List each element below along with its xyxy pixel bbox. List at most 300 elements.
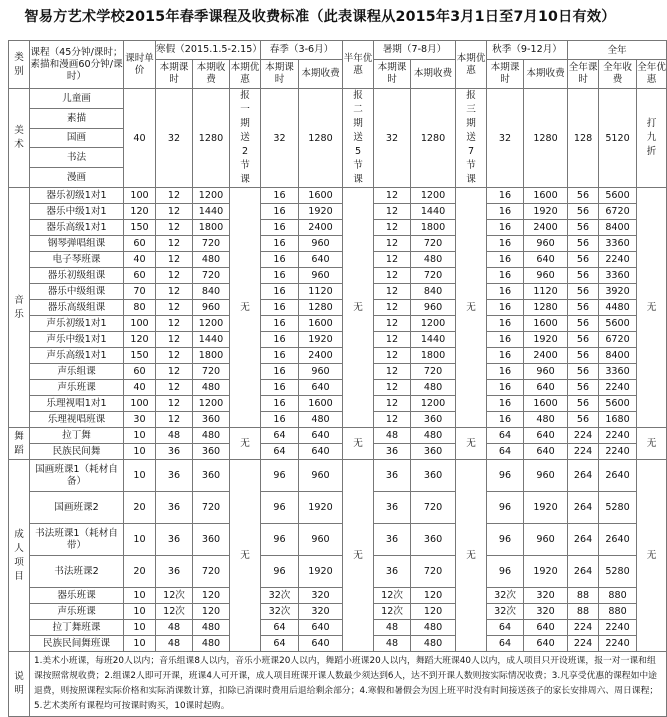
unit-price: 30 xyxy=(124,412,156,428)
adult-row xyxy=(9,588,667,604)
spring-fee: 1600 xyxy=(299,396,343,412)
summer-fee: 720 xyxy=(411,236,456,252)
header-autumn-hours: 本期课时 xyxy=(487,60,524,89)
header-half-year-discount: 半年优惠 xyxy=(343,41,374,89)
annual-fee: 2640 xyxy=(599,524,637,556)
winter-hours: 48 xyxy=(156,620,193,636)
summer-fee: 720 xyxy=(411,492,456,524)
winter-hours: 12 xyxy=(156,396,193,412)
summer-fee: 1200 xyxy=(411,316,456,332)
summer-fee: 480 xyxy=(411,636,456,652)
fee-table xyxy=(8,40,667,717)
spring-hours: 16 xyxy=(261,396,299,412)
annual-fee: 3360 xyxy=(599,364,637,380)
spring-hours: 64 xyxy=(261,620,299,636)
course-name: 声乐初级1对1 xyxy=(30,316,124,332)
spring-fee: 960 xyxy=(299,460,343,492)
summer-hours: 36 xyxy=(374,556,411,588)
music-summer-discount: 无 xyxy=(456,188,487,428)
summer-fee: 1440 xyxy=(411,204,456,220)
winter-fee: 480 xyxy=(193,252,230,268)
summer-hours: 48 xyxy=(374,428,411,444)
course-name: 器乐高级1对1 xyxy=(30,220,124,236)
annual-hours: 56 xyxy=(568,380,599,396)
winter-hours: 12 xyxy=(156,204,193,220)
spring-fee: 640 xyxy=(299,380,343,396)
annual-fee: 2240 xyxy=(599,620,637,636)
winter-hours: 12 xyxy=(156,220,193,236)
winter-hours: 12 xyxy=(156,364,193,380)
summer-hours: 12 xyxy=(374,284,411,300)
unit-price: 60 xyxy=(124,268,156,284)
music-row xyxy=(9,188,667,204)
summer-hours: 12 xyxy=(374,268,411,284)
summer-fee: 360 xyxy=(411,444,456,460)
music-row xyxy=(9,364,667,380)
spring-fee: 960 xyxy=(299,236,343,252)
header-winter-hours: 本期课时 xyxy=(156,60,193,89)
winter-hours: 12次 xyxy=(156,588,193,604)
autumn-hours: 16 xyxy=(487,332,524,348)
annual-fee: 2240 xyxy=(599,428,637,444)
spring-fee: 320 xyxy=(299,588,343,604)
course-name: 乐理视唱1对1 xyxy=(30,396,124,412)
winter-fee: 1200 xyxy=(193,316,230,332)
autumn-fee: 640 xyxy=(524,444,568,460)
header-winter-fee: 本期收费 xyxy=(193,60,230,89)
dance-annual-discount: 无 xyxy=(637,428,667,460)
art-winter-discount: 报一期送2节课 xyxy=(230,89,261,188)
spring-fee: 960 xyxy=(299,364,343,380)
spring-fee: 640 xyxy=(299,444,343,460)
autumn-hours: 32次 xyxy=(487,604,524,620)
annual-hours: 264 xyxy=(568,460,599,492)
unit-price: 40 xyxy=(124,252,156,268)
winter-fee: 840 xyxy=(193,284,230,300)
winter-fee: 960 xyxy=(193,300,230,316)
autumn-fee: 960 xyxy=(524,268,568,284)
winter-hours: 36 xyxy=(156,460,193,492)
winter-fee: 1440 xyxy=(193,204,230,220)
unit-price: 80 xyxy=(124,300,156,316)
autumn-hours: 16 xyxy=(487,204,524,220)
spring-hours: 16 xyxy=(261,380,299,396)
unit-price: 150 xyxy=(124,348,156,364)
annual-hours: 224 xyxy=(568,636,599,652)
annual-hours: 56 xyxy=(568,220,599,236)
autumn-hours: 16 xyxy=(487,300,524,316)
winter-fee: 720 xyxy=(193,556,230,588)
summer-fee: 480 xyxy=(411,620,456,636)
adult-row xyxy=(9,492,667,524)
unit-price: 10 xyxy=(124,620,156,636)
winter-fee: 360 xyxy=(193,524,230,556)
summer-fee: 1800 xyxy=(411,220,456,236)
course-name: 漫画 xyxy=(30,168,124,188)
annual-hours: 56 xyxy=(568,252,599,268)
summer-hours: 36 xyxy=(374,524,411,556)
annual-hours: 88 xyxy=(568,588,599,604)
annual-hours: 264 xyxy=(568,524,599,556)
course-name: 乐理视唱班课 xyxy=(30,412,124,428)
adult-row xyxy=(9,556,667,588)
course-name: 书法班课2 xyxy=(30,556,124,588)
spring-fee: 1600 xyxy=(299,188,343,204)
course-name: 声乐班课 xyxy=(30,604,124,620)
annual-hours: 224 xyxy=(568,620,599,636)
spring-fee: 1920 xyxy=(299,556,343,588)
summer-hours: 12 xyxy=(374,220,411,236)
header-unit-price: 课时单价 xyxy=(124,41,156,89)
spring-fee: 640 xyxy=(299,428,343,444)
music-row xyxy=(9,284,667,300)
art-annual-fee: 5120 xyxy=(599,89,637,188)
summer-hours: 36 xyxy=(374,460,411,492)
music-row xyxy=(9,348,667,364)
autumn-hours: 16 xyxy=(487,252,524,268)
winter-hours: 12 xyxy=(156,316,193,332)
music-winter-discount: 无 xyxy=(230,188,261,428)
autumn-fee: 1120 xyxy=(524,284,568,300)
winter-hours: 36 xyxy=(156,444,193,460)
annual-hours: 264 xyxy=(568,556,599,588)
course-name: 器乐高级组课 xyxy=(30,300,124,316)
summer-hours: 48 xyxy=(374,636,411,652)
autumn-hours: 16 xyxy=(487,236,524,252)
category-dance: 舞蹈 xyxy=(9,428,30,460)
music-row xyxy=(9,252,667,268)
winter-fee: 360 xyxy=(193,412,230,428)
unit-price: 100 xyxy=(124,396,156,412)
annual-fee: 1680 xyxy=(599,412,637,428)
annual-fee: 5280 xyxy=(599,492,637,524)
annual-fee: 3920 xyxy=(599,284,637,300)
summer-fee: 360 xyxy=(411,524,456,556)
summer-hours: 12 xyxy=(374,348,411,364)
spring-fee: 2400 xyxy=(299,348,343,364)
music-half-year-discount: 无 xyxy=(343,188,374,428)
winter-fee: 720 xyxy=(193,492,230,524)
annual-fee: 6720 xyxy=(599,332,637,348)
winter-fee: 480 xyxy=(193,428,230,444)
spring-hours: 16 xyxy=(261,364,299,380)
dance-row xyxy=(9,428,667,444)
art-unit-price: 40 xyxy=(124,89,156,188)
unit-price: 10 xyxy=(124,460,156,492)
spring-fee: 640 xyxy=(299,252,343,268)
spring-hours: 96 xyxy=(261,524,299,556)
winter-hours: 12 xyxy=(156,412,193,428)
course-name: 器乐初级1对1 xyxy=(30,188,124,204)
course-name: 民族民间舞 xyxy=(30,444,124,460)
category-music: 音乐 xyxy=(9,188,30,428)
spring-hours: 16 xyxy=(261,348,299,364)
summer-fee: 360 xyxy=(411,412,456,428)
music-row xyxy=(9,380,667,396)
header-row-1 xyxy=(9,41,667,60)
winter-hours: 12 xyxy=(156,284,193,300)
winter-fee: 720 xyxy=(193,236,230,252)
winter-hours: 12 xyxy=(156,236,193,252)
art-annual-discount: 打九折 xyxy=(637,89,667,188)
course-name: 声乐高级1对1 xyxy=(30,348,124,364)
course-name: 民族民间舞班课 xyxy=(30,636,124,652)
header-spring-fee: 本期收费 xyxy=(299,60,343,89)
autumn-hours: 64 xyxy=(487,620,524,636)
adult-row xyxy=(9,636,667,652)
winter-fee: 120 xyxy=(193,588,230,604)
music-section xyxy=(9,188,667,428)
summer-hours: 12 xyxy=(374,300,411,316)
header-winter: 寒假（2015.1.5-2.15） xyxy=(156,41,261,60)
art-summer-discount: 报三期送7节课 xyxy=(456,89,487,188)
annual-hours: 224 xyxy=(568,428,599,444)
unit-price: 10 xyxy=(124,636,156,652)
page-title: 智易方艺术学校2015年春季课程及收费标准（此表课程从2015年3月1日至7月10日有效） xyxy=(24,9,616,25)
art-summer-hours: 32 xyxy=(374,89,411,188)
annual-fee: 880 xyxy=(599,604,637,620)
autumn-fee: 640 xyxy=(524,620,568,636)
header-category: 类别 xyxy=(9,41,30,89)
autumn-hours: 16 xyxy=(487,268,524,284)
summer-hours: 12 xyxy=(374,380,411,396)
unit-price: 150 xyxy=(124,220,156,236)
winter-fee: 1200 xyxy=(193,396,230,412)
unit-price: 60 xyxy=(124,364,156,380)
unit-price: 20 xyxy=(124,556,156,588)
course-name: 器乐初级组课 xyxy=(30,268,124,284)
annual-hours: 88 xyxy=(568,604,599,620)
header-summer-fee: 本期收费 xyxy=(411,60,456,89)
spring-hours: 32次 xyxy=(261,588,299,604)
annual-fee: 8400 xyxy=(599,220,637,236)
winter-hours: 12 xyxy=(156,380,193,396)
adult-row xyxy=(9,524,667,556)
music-row xyxy=(9,236,667,252)
music-row xyxy=(9,220,667,236)
autumn-fee: 320 xyxy=(524,588,568,604)
annual-hours: 56 xyxy=(568,316,599,332)
summer-fee: 720 xyxy=(411,556,456,588)
music-row xyxy=(9,332,667,348)
summer-fee: 120 xyxy=(411,604,456,620)
annual-fee: 5600 xyxy=(599,188,637,204)
winter-hours: 12 xyxy=(156,348,193,364)
annual-hours: 56 xyxy=(568,268,599,284)
annual-hours: 56 xyxy=(568,188,599,204)
winter-fee: 720 xyxy=(193,364,230,380)
header-autumn: 秋季（9-12月） xyxy=(487,41,568,60)
spring-fee: 640 xyxy=(299,620,343,636)
autumn-fee: 960 xyxy=(524,524,568,556)
winter-fee: 1200 xyxy=(193,188,230,204)
autumn-hours: 32次 xyxy=(487,588,524,604)
header-summer-hours: 本期课时 xyxy=(374,60,411,89)
autumn-hours: 64 xyxy=(487,428,524,444)
autumn-hours: 16 xyxy=(487,396,524,412)
unit-price: 10 xyxy=(124,604,156,620)
winter-fee: 480 xyxy=(193,636,230,652)
unit-price: 10 xyxy=(124,428,156,444)
winter-fee: 480 xyxy=(193,620,230,636)
annual-hours: 264 xyxy=(568,492,599,524)
summer-fee: 1200 xyxy=(411,396,456,412)
autumn-fee: 1920 xyxy=(524,204,568,220)
adult-summer-discount: 无 xyxy=(456,460,487,652)
unit-price: 10 xyxy=(124,444,156,460)
dance-row xyxy=(9,444,667,460)
unit-price: 10 xyxy=(124,524,156,556)
annual-fee: 2240 xyxy=(599,380,637,396)
spring-fee: 1600 xyxy=(299,316,343,332)
summer-hours: 12 xyxy=(374,396,411,412)
unit-price: 10 xyxy=(124,588,156,604)
notes-text: 1.美术小班课，每班20人以内；音乐组课8人以内，音乐小班课20人以内，舞蹈小班课20人以内，舞蹈大班课40人以内，成人项目只开设班课，报一对一课和组课按照常规收费；2.组课2人即可开课，班课4人可开课，成人项目班课开课人数最少须达到6人，达不到开课人数则按实际情况收费；3.凡享受优惠的课程如中途退费，则按照课程实际价格和实际消课数计算，扣除已消课时费用后退给剩余部分；4.寒假和暑假会为因上班平时没有时间接送孩子的家长安排周六、周日课程；5.艺术类所有课程均可按课时购买，10课时起购。 xyxy=(30,652,667,717)
course-name: 声乐中级1对1 xyxy=(30,332,124,348)
summer-hours: 12 xyxy=(374,316,411,332)
spring-hours: 96 xyxy=(261,556,299,588)
art-row xyxy=(9,89,667,109)
summer-hours: 12 xyxy=(374,204,411,220)
winter-fee: 1440 xyxy=(193,332,230,348)
dance-winter-discount: 无 xyxy=(230,428,261,460)
course-name: 电子琴班课 xyxy=(30,252,124,268)
spring-fee: 2400 xyxy=(299,220,343,236)
unit-price: 60 xyxy=(124,236,156,252)
summer-fee: 360 xyxy=(411,460,456,492)
autumn-fee: 2400 xyxy=(524,220,568,236)
autumn-hours: 16 xyxy=(487,188,524,204)
dance-section xyxy=(9,428,667,460)
adult-row xyxy=(9,460,667,492)
autumn-fee: 960 xyxy=(524,236,568,252)
music-annual-discount: 无 xyxy=(637,188,667,428)
header-full-year: 全年 xyxy=(568,41,667,60)
unit-price: 40 xyxy=(124,380,156,396)
adult-row xyxy=(9,604,667,620)
winter-hours: 12 xyxy=(156,332,193,348)
course-name: 国画 xyxy=(30,128,124,148)
unit-price: 20 xyxy=(124,492,156,524)
spring-hours: 16 xyxy=(261,220,299,236)
autumn-fee: 2400 xyxy=(524,348,568,364)
spring-fee: 960 xyxy=(299,268,343,284)
music-row xyxy=(9,300,667,316)
spring-hours: 16 xyxy=(261,412,299,428)
autumn-hours: 16 xyxy=(487,348,524,364)
winter-fee: 1800 xyxy=(193,348,230,364)
autumn-fee: 960 xyxy=(524,460,568,492)
autumn-hours: 16 xyxy=(487,220,524,236)
adult-half-year-discount: 无 xyxy=(343,460,374,652)
course-name: 声乐班课 xyxy=(30,380,124,396)
winter-fee: 1800 xyxy=(193,220,230,236)
winter-fee: 120 xyxy=(193,604,230,620)
summer-fee: 960 xyxy=(411,300,456,316)
category-adult: 成人项目 xyxy=(9,460,30,652)
course-name: 器乐中级组课 xyxy=(30,284,124,300)
autumn-fee: 1920 xyxy=(524,556,568,588)
spring-hours: 16 xyxy=(261,236,299,252)
music-row xyxy=(9,268,667,284)
spring-fee: 960 xyxy=(299,524,343,556)
header-summer-discount: 本期优惠 xyxy=(456,41,487,89)
spring-hours: 16 xyxy=(261,300,299,316)
spring-fee: 1920 xyxy=(299,332,343,348)
unit-price: 120 xyxy=(124,204,156,220)
winter-hours: 12次 xyxy=(156,604,193,620)
unit-price: 70 xyxy=(124,284,156,300)
autumn-fee: 960 xyxy=(524,364,568,380)
winter-hours: 12 xyxy=(156,252,193,268)
autumn-fee: 1280 xyxy=(524,300,568,316)
dance-summer-discount: 无 xyxy=(456,428,487,460)
adult-winter-discount: 无 xyxy=(230,460,261,652)
course-name: 拉丁舞班课 xyxy=(30,620,124,636)
category-art: 美术 xyxy=(9,89,30,188)
header-course: 课程（45分钟/课时；素描和漫画60分钟/课时） xyxy=(30,41,124,89)
art-autumn-fee: 1280 xyxy=(524,89,568,188)
spring-fee: 320 xyxy=(299,604,343,620)
annual-fee: 4480 xyxy=(599,300,637,316)
summer-hours: 12 xyxy=(374,412,411,428)
autumn-fee: 640 xyxy=(524,428,568,444)
header-spring: 春季（3-6月） xyxy=(261,41,343,60)
unit-price: 120 xyxy=(124,332,156,348)
spring-fee: 1920 xyxy=(299,204,343,220)
course-name: 儿童画 xyxy=(30,89,124,109)
annual-hours: 56 xyxy=(568,204,599,220)
course-name: 器乐中级1对1 xyxy=(30,204,124,220)
autumn-fee: 480 xyxy=(524,412,568,428)
adult-row xyxy=(9,620,667,636)
summer-hours: 48 xyxy=(374,620,411,636)
spring-hours: 16 xyxy=(261,188,299,204)
art-annual-hours: 128 xyxy=(568,89,599,188)
course-name: 拉丁舞 xyxy=(30,428,124,444)
annual-fee: 2240 xyxy=(599,252,637,268)
summer-fee: 120 xyxy=(411,588,456,604)
header-autumn-fee: 本期收费 xyxy=(524,60,568,89)
course-name: 器乐班课 xyxy=(30,588,124,604)
course-name: 声乐组课 xyxy=(30,364,124,380)
course-name: 国画班课2 xyxy=(30,492,124,524)
autumn-hours: 16 xyxy=(487,412,524,428)
autumn-fee: 1920 xyxy=(524,492,568,524)
winter-hours: 36 xyxy=(156,524,193,556)
summer-hours: 12 xyxy=(374,236,411,252)
summer-fee: 1200 xyxy=(411,188,456,204)
art-half-year-discount: 报二期送5节课 xyxy=(343,89,374,188)
autumn-fee: 1920 xyxy=(524,332,568,348)
notes-row xyxy=(9,652,667,717)
winter-hours: 12 xyxy=(156,188,193,204)
annual-hours: 56 xyxy=(568,348,599,364)
annual-fee: 6720 xyxy=(599,204,637,220)
annual-fee: 2240 xyxy=(599,444,637,460)
annual-hours: 56 xyxy=(568,236,599,252)
summer-fee: 480 xyxy=(411,252,456,268)
winter-hours: 12 xyxy=(156,300,193,316)
unit-price: 100 xyxy=(124,188,156,204)
summer-fee: 1800 xyxy=(411,348,456,364)
header-annual-fee: 全年收费 xyxy=(599,60,637,89)
autumn-hours: 16 xyxy=(487,284,524,300)
music-row xyxy=(9,204,667,220)
header-winter-discount: 本期优惠 xyxy=(230,60,261,89)
art-spring-hours: 32 xyxy=(261,89,299,188)
autumn-fee: 1600 xyxy=(524,188,568,204)
